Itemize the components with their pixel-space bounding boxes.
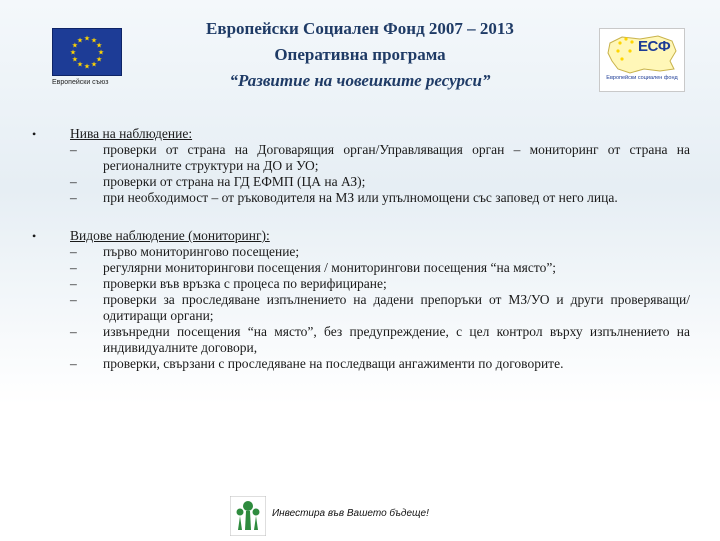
list-item	[70, 292, 690, 324]
section-heading: Нива на наблюдение:	[70, 126, 193, 141]
list-item	[70, 174, 690, 190]
eu-star-icon: ★	[83, 34, 91, 43]
title-line-3: “Развитие на човешките ресурси”	[229, 71, 491, 90]
title-line-1: Европейски Социален Фонд 2007 – 2013	[206, 19, 514, 38]
footer-slogan: Инвестира във Вашето бъдеще!	[272, 508, 429, 519]
dash-icon: –	[70, 292, 77, 307]
slide-content	[28, 126, 690, 372]
esf-text: ЕСФ	[638, 38, 671, 55]
eu-star-icon: ★	[97, 48, 105, 57]
dash-icon: –	[70, 324, 77, 339]
dash-icon: –	[70, 260, 77, 275]
eu-star-icon: ★	[71, 41, 79, 50]
list-item-text: регулярни мониторингови посещения / мониторингови посещения “на място”;	[103, 260, 557, 275]
dash-icon: –	[70, 356, 77, 371]
section-list	[70, 142, 690, 206]
section-heading: Видове наблюдение (мониторинг):	[70, 228, 270, 243]
list-item	[70, 244, 690, 260]
eu-star-icon: ★	[95, 55, 103, 64]
eu-logo	[52, 28, 124, 86]
section-types	[28, 228, 690, 372]
dash-icon: –	[70, 276, 77, 291]
eu-caption: Европейски съюз	[52, 79, 109, 86]
esf-caption: Европейски социален фонд	[606, 75, 678, 81]
page-title	[160, 16, 560, 94]
list-item	[70, 190, 690, 206]
list-item-text: проверки за проследяване изпълнението на дадени препоръки от МЗ/УО и други проверяващи/одитиращи органи;	[103, 292, 690, 323]
dash-icon: –	[70, 190, 77, 205]
list-item-text: при необходимост – от ръководителя на МЗ или упълномощени със заповед от него лица.	[103, 190, 618, 205]
dash-icon: –	[70, 244, 77, 259]
list-item-text: проверки от страна на Договарящия орган/Управляващия орган – мониторинг от страна на регионалните структури на ДО и УО;	[103, 142, 690, 173]
eu-star-icon: ★	[69, 48, 77, 57]
eu-star-icon: ★	[95, 41, 103, 50]
people-tree-icon	[230, 496, 266, 536]
section-list	[70, 244, 690, 372]
esf-logo	[599, 28, 685, 92]
list-item	[70, 142, 690, 174]
list-item-text: проверки от страна на ГД ЕФМП (ЦА на АЗ);	[103, 174, 366, 189]
list-item	[70, 356, 690, 372]
bullet-icon: •	[32, 229, 37, 243]
eu-star-icon: ★	[90, 60, 98, 69]
list-item-text: първо мониторингово посещение;	[103, 244, 300, 259]
eu-star-icon: ★	[71, 55, 79, 64]
list-item-text: извънредни посещения “на място”, без предупреждение, с цел контрол върху изпълнението на индивидуалните договори,	[103, 324, 690, 355]
section-levels	[28, 126, 690, 206]
eu-star-icon: ★	[83, 62, 91, 71]
list-item	[70, 276, 690, 292]
list-item	[70, 324, 690, 356]
eu-flag-icon	[52, 28, 122, 76]
eu-star-icon: ★	[90, 36, 98, 45]
bullet-icon: •	[32, 127, 37, 141]
list-item	[70, 260, 690, 276]
eu-star-icon: ★	[76, 60, 84, 69]
title-line-2: Оперативна програма	[274, 45, 446, 64]
list-item-text: проверки, свързани с проследяване на последващи ангажименти по договорите.	[103, 356, 564, 371]
dash-icon: –	[70, 142, 77, 157]
dash-icon: –	[70, 174, 77, 189]
eu-star-icon: ★	[76, 36, 84, 45]
list-item-text: проверки във връзка с процеса по верифициране;	[103, 276, 387, 291]
